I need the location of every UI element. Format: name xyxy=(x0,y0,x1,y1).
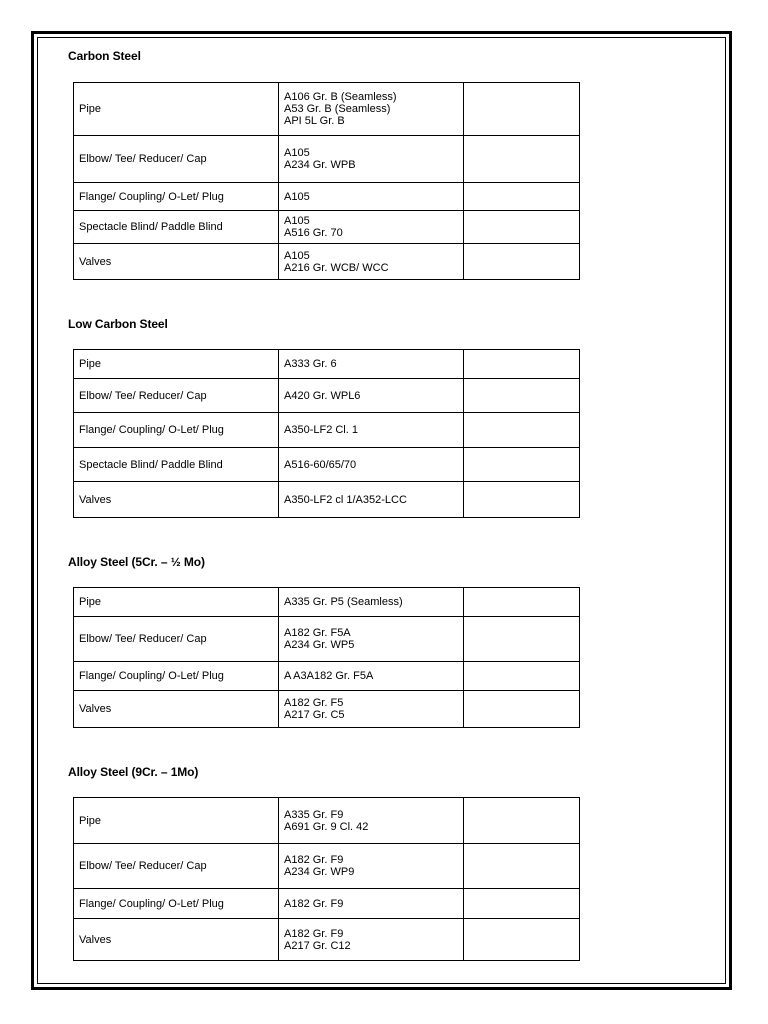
notes-cell xyxy=(464,448,580,482)
table-row xyxy=(74,482,580,518)
material-table-alloy-steel-5cr xyxy=(73,587,580,728)
material-cell xyxy=(279,617,464,662)
table-row xyxy=(74,83,580,136)
table-row xyxy=(74,211,580,244)
section-title-alloy-steel-5cr: Alloy Steel (5Cr. – ½ Mo) xyxy=(68,555,205,569)
material-cell xyxy=(279,136,464,183)
notes-cell xyxy=(464,482,580,518)
material-line: A182 Gr. F5 xyxy=(284,697,344,709)
component-cell: Pipe xyxy=(74,798,279,844)
material-cell xyxy=(279,413,464,448)
notes-cell xyxy=(464,350,580,379)
component-cell: Spectacle Blind/ Paddle Blind xyxy=(74,211,279,244)
material-line: A182 Gr. F9 xyxy=(284,897,344,910)
table-row xyxy=(74,244,580,280)
material-cell xyxy=(279,691,464,728)
component-cell: Elbow/ Tee/ Reducer/ Cap xyxy=(74,617,279,662)
material-line: A333 Gr. 6 xyxy=(284,358,337,370)
component-cell: Pipe xyxy=(74,588,279,617)
table-row xyxy=(74,798,580,844)
notes-cell xyxy=(464,617,580,662)
component-cell: Flange/ Coupling/ O-Let/ Plug xyxy=(74,413,279,448)
notes-cell xyxy=(464,183,580,211)
material-cell xyxy=(279,83,464,136)
material-table-alloy-steel-9cr xyxy=(73,797,580,961)
component-cell: Pipe xyxy=(74,83,279,136)
component-cell: Flange/ Coupling/ O-Let/ Plug xyxy=(74,662,279,691)
material-cell xyxy=(279,448,464,482)
material-cell xyxy=(279,244,464,280)
material-line: A106 Gr. B (Seamless) xyxy=(284,91,397,103)
table-row xyxy=(74,350,580,379)
material-line: A105 xyxy=(284,147,310,159)
notes-cell xyxy=(464,798,580,844)
material-line: A A3A182 Gr. F5A xyxy=(284,670,374,682)
component-cell: Elbow/ Tee/ Reducer/ Cap xyxy=(74,136,279,183)
material-table-low-carbon-steel xyxy=(73,349,580,518)
notes-cell xyxy=(464,413,580,448)
material-line: A335 Gr. P5 (Seamless) xyxy=(284,596,403,608)
component-cell: Pipe xyxy=(74,350,279,379)
material-line: A691 Gr. 9 Cl. 42 xyxy=(284,820,369,833)
table-row xyxy=(74,919,580,961)
notes-cell xyxy=(464,244,580,280)
component-cell: Valves xyxy=(74,919,279,961)
material-line: A182 Gr. F9 xyxy=(284,854,344,866)
table-row xyxy=(74,662,580,691)
material-cell xyxy=(279,350,464,379)
material-line: A217 Gr. C12 xyxy=(284,939,351,952)
material-line: A105 xyxy=(284,190,310,203)
material-line: A350-LF2 cl 1/A352-LCC xyxy=(284,493,407,506)
table-row xyxy=(74,448,580,482)
table-row xyxy=(74,588,580,617)
section-title-carbon-steel: Carbon Steel xyxy=(68,49,141,63)
material-line: A350-LF2 Cl. 1 xyxy=(284,424,358,436)
material-line: A182 Gr. F5A xyxy=(284,627,351,639)
section-title-alloy-steel-9cr: Alloy Steel (9Cr. – 1Mo) xyxy=(68,765,199,779)
table-row xyxy=(74,691,580,728)
material-cell xyxy=(279,662,464,691)
material-line: API 5L Gr. B xyxy=(284,115,345,127)
material-line: A420 Gr. WPL6 xyxy=(284,389,361,402)
notes-cell xyxy=(464,83,580,136)
table-row xyxy=(74,413,580,448)
component-cell: Valves xyxy=(74,691,279,728)
material-line: A216 Gr. WCB/ WCC xyxy=(284,261,389,274)
table-row xyxy=(74,183,580,211)
material-line: A234 Gr. WP9 xyxy=(284,866,355,878)
notes-cell xyxy=(464,379,580,413)
notes-cell xyxy=(464,588,580,617)
component-cell: Spectacle Blind/ Paddle Blind xyxy=(74,448,279,482)
notes-cell xyxy=(464,844,580,889)
material-line: A105 xyxy=(284,249,310,262)
material-line: A516-60/65/70 xyxy=(284,458,357,471)
material-cell xyxy=(279,798,464,844)
material-cell xyxy=(279,211,464,244)
material-cell xyxy=(279,183,464,211)
notes-cell xyxy=(464,889,580,919)
table-row xyxy=(74,889,580,919)
material-cell xyxy=(279,482,464,518)
material-table-carbon-steel xyxy=(73,82,580,280)
notes-cell xyxy=(464,136,580,183)
table-row xyxy=(74,379,580,413)
material-cell xyxy=(279,844,464,889)
component-cell: Elbow/ Tee/ Reducer/ Cap xyxy=(74,379,279,413)
material-line: A53 Gr. B (Seamless) xyxy=(284,103,391,115)
material-line: A105 xyxy=(284,215,310,227)
notes-cell xyxy=(464,919,580,961)
material-line: A234 Gr. WPB xyxy=(284,159,356,171)
material-line: A234 Gr. WP5 xyxy=(284,639,355,651)
notes-cell xyxy=(464,691,580,728)
material-line: A182 Gr. F9 xyxy=(284,927,344,940)
notes-cell xyxy=(464,662,580,691)
material-line: A516 Gr. 70 xyxy=(284,227,343,239)
table-row xyxy=(74,617,580,662)
material-cell xyxy=(279,588,464,617)
table-row xyxy=(74,136,580,183)
material-line: A335 Gr. F9 xyxy=(284,808,344,821)
notes-cell xyxy=(464,211,580,244)
component-cell: Flange/ Coupling/ O-Let/ Plug xyxy=(74,889,279,919)
component-cell: Valves xyxy=(74,482,279,518)
material-cell xyxy=(279,379,464,413)
component-cell: Flange/ Coupling/ O-Let/ Plug xyxy=(74,183,279,211)
component-cell: Elbow/ Tee/ Reducer/ Cap xyxy=(74,844,279,889)
table-row xyxy=(74,844,580,889)
material-cell xyxy=(279,919,464,961)
material-line: A217 Gr. C5 xyxy=(284,709,345,721)
material-cell xyxy=(279,889,464,919)
section-title-low-carbon-steel: Low Carbon Steel xyxy=(68,317,168,331)
component-cell: Valves xyxy=(74,244,279,280)
